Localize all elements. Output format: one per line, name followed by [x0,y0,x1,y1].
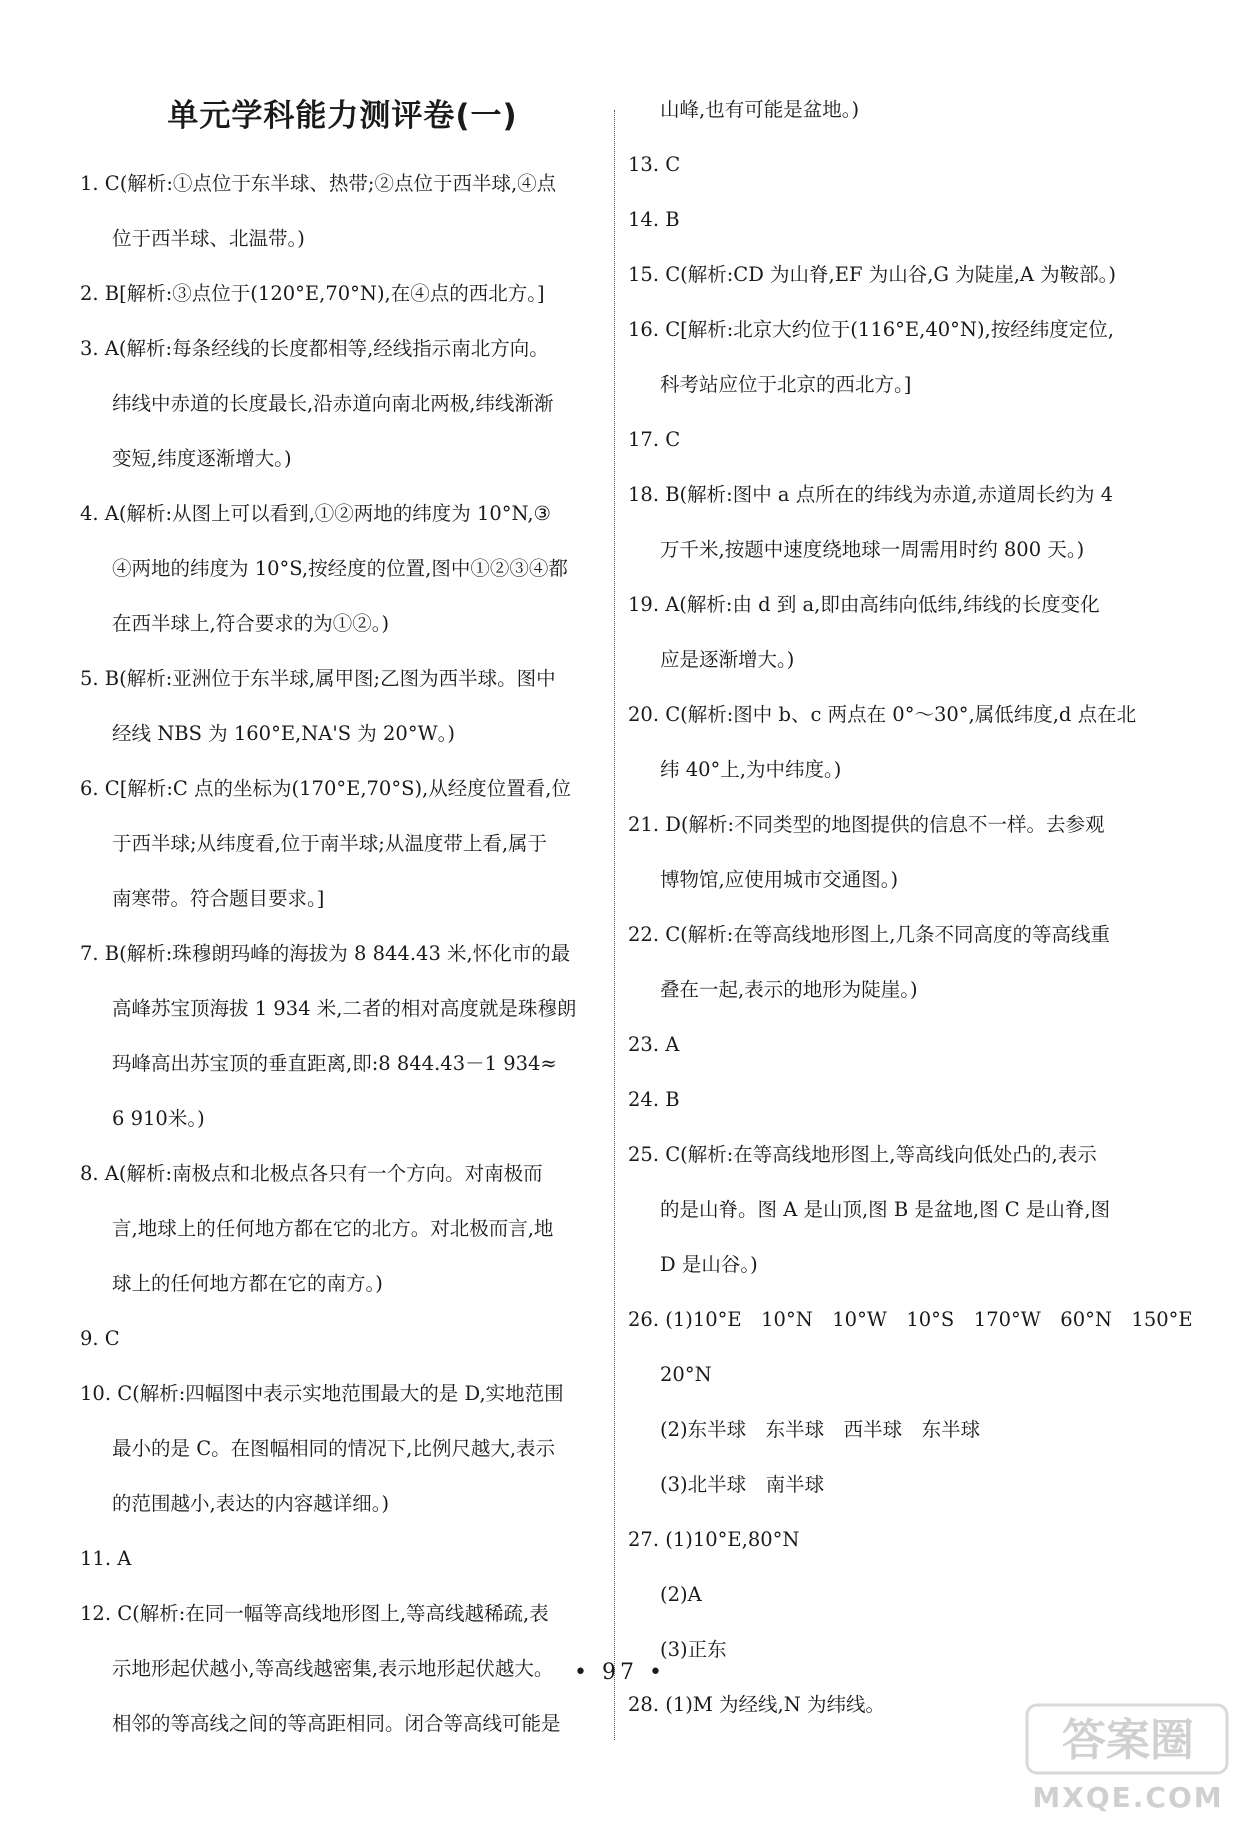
answer-item [628,797,1168,907]
answer-line: 27. (1)10°E,80°N [628,1528,800,1551]
answer-item [628,1512,1168,1677]
answer-item [80,1311,605,1366]
answer-line: (3)正东 [660,1638,727,1661]
answer-line: 6 910米。) [112,1107,205,1130]
answer-item [80,1531,605,1586]
answer-line: 6. C[解析:C 点的坐标为(170°E,70°S),从经度位置看,位 [80,777,571,800]
answer-line: (2)东半球 东半球 西半球 东半球 [660,1418,981,1441]
answer-item [628,907,1168,1017]
watermark-text-cn: 答案圈 [1062,1715,1194,1766]
answer-line: 山峰,也有可能是盆地。) [660,98,860,121]
answer-line: (2)A [660,1583,702,1606]
answer-item [628,82,1168,137]
answer-line: 28. (1)M 为经线,N 为纬线。 [628,1693,885,1716]
watermark-logo-icon [1023,1699,1233,1819]
answer-line: 于西半球;从纬度看,位于南半球;从温度带上看,属于 [112,832,548,855]
answer-line: 23. A [628,1033,680,1056]
page-title: 单元学科能力测评卷(一) [167,98,518,134]
answer-line: 18. B(解析:图中 a 点所在的纬线为赤道,赤道周长约为 4 [628,483,1114,506]
answer-item [628,1292,1193,1512]
answer-line: 在西半球上,符合要求的为①②。) [112,612,390,635]
answer-line: D 是山谷。) [660,1253,758,1276]
answer-item [80,156,605,266]
answer-item [628,137,1168,192]
answer-line: 16. C[解析:北京大约位于(116°E,40°N),按经纬度定位, [628,318,1114,341]
answer-item [628,1017,1168,1072]
page-number: • 97 • [574,1660,666,1685]
answer-line: (3)北半球 南半球 [660,1473,825,1496]
answer-item [628,192,1168,247]
answer-line: 20°N [660,1363,712,1386]
answer-item [628,247,1168,302]
left-column [80,82,605,1751]
right-column [628,82,1193,1732]
answer-item [80,651,605,761]
answer-item [80,1586,605,1751]
answer-line: 24. B [628,1088,680,1111]
answer-line: 13. C [628,153,681,176]
answer-line: 1. C(解析:①点位于东半球、热带;②点位于西半球,④点 [80,172,557,195]
answer-line: 4. A(解析:从图上可以看到,①②两地的纬度为 10°N,③ [80,502,552,525]
answer-line: 纬线中赤道的长度最长,沿赤道向南北两极,纬线渐渐 [112,392,554,415]
answer-line: 示地形起伏越小,等高线越密集,表示地形起伏越大。 [112,1657,554,1680]
answer-line: 言,地球上的任何地方都在它的北方。对北极而言,地 [112,1217,554,1240]
watermark-text-en: MXQE.COM [1032,1781,1224,1814]
answer-line: 博物馆,应使用城市交通图。) [660,868,899,891]
answer-line: 叠在一起,表示的地形为陡崖。) [660,978,918,1001]
answer-line: 11. A [80,1547,132,1570]
answer-item [80,321,605,486]
answer-line: 科考站应位于北京的西北方。] [660,373,912,396]
answer-line: 的是山脊。图 A 是山顶,图 B 是盆地,图 C 是山脊,图 [660,1198,1111,1221]
answer-line: 变短,纬度逐渐增大。) [112,447,292,470]
answer-line: 万千米,按题中速度绕地球一周需用时约 800 天。) [660,538,1085,561]
answer-line: 的范围越小,表达的内容越详细。) [112,1492,390,1515]
answer-item [80,926,605,1146]
answer-line: 12. C(解析:在同一幅等高线地形图上,等高线越稀疏,表 [80,1602,549,1625]
answer-line: 8. A(解析:南极点和北极点各只有一个方向。对南极而 [80,1162,543,1185]
answer-item [80,266,605,321]
answer-item [628,577,1168,687]
answer-line: 经线 NBS 为 160°E,NA'S 为 20°W。) [112,722,455,745]
answer-item [80,1146,605,1311]
answer-line: 相邻的等高线之间的等高距相同。闭合等高线可能是 [112,1712,561,1735]
answer-line: 5. B(解析:亚洲位于东半球,属甲图;乙图为西半球。图中 [80,667,556,690]
answer-item [628,687,1168,797]
answer-item [80,1366,605,1531]
answer-item [628,302,1168,412]
answer-line: 20. C(解析:图中 b、c 两点在 0°～30°,属低纬度,d 点在北 [628,703,1137,726]
answer-line: 17. C [628,428,681,451]
answer-item [80,486,605,651]
answer-line: 最小的是 C。在图幅相同的情况下,比例尺越大,表示 [112,1437,556,1460]
answer-line: 19. A(解析:由 d 到 a,即由高纬向低纬,纬线的长度变化 [628,593,1100,616]
answer-item [628,467,1168,577]
answer-line: 22. C(解析:在等高线地形图上,几条不同高度的等高线重 [628,923,1111,946]
answer-line: 15. C(解析:CD 为山脊,EF 为山谷,G 为陡崖,A 为鞍部。) [628,263,1117,286]
answer-item [628,1072,1168,1127]
answer-line: 7. B(解析:珠穆朗玛峰的海拔为 8 844.43 米,怀化市的最 [80,942,571,965]
answer-line: 10. C(解析:四幅图中表示实地范围最大的是 D,实地范围 [80,1382,564,1405]
column-divider [614,110,615,1740]
answer-line: 14. B [628,208,680,231]
answer-line: 25. C(解析:在等高线地形图上,等高线向低处凸的,表示 [628,1143,1097,1166]
answer-line: 2. B[解析:③点位于(120°E,70°N),在④点的西北方。] [80,282,545,305]
answer-line: ④两地的纬度为 10°S,按经度的位置,图中①②③④都 [112,557,568,580]
answer-line: 玛峰高出苏宝顶的垂直距离,即:8 844.43－1 934≈ [112,1052,557,1075]
answer-line: 应是逐渐增大。) [660,648,795,671]
answer-line: 高峰苏宝顶海拔 1 934 米,二者的相对高度就是珠穆朗 [112,997,577,1020]
answer-line: 球上的任何地方都在它的南方。) [112,1272,383,1295]
answer-line: 9. C [80,1327,120,1350]
answer-line: 21. D(解析:不同类型的地图提供的信息不一样。去参观 [628,813,1105,836]
answer-line: 26. (1)10°E 10°N 10°W 10°S 170°W 60°N 150°E [628,1308,1193,1331]
answer-line: 3. A(解析:每条经线的长度都相等,经线指示南北方向。 [80,337,549,360]
answer-item [628,412,1168,467]
left-answer-list [80,156,605,1751]
right-answer-list [628,82,1193,1732]
answer-line: 纬 40°上,为中纬度。) [660,758,842,781]
answer-line: 南寒带。符合题目要求。] [112,887,325,910]
answer-item [80,761,605,926]
answer-item [628,1127,1168,1292]
answer-line: 位于西半球、北温带。) [112,227,305,250]
